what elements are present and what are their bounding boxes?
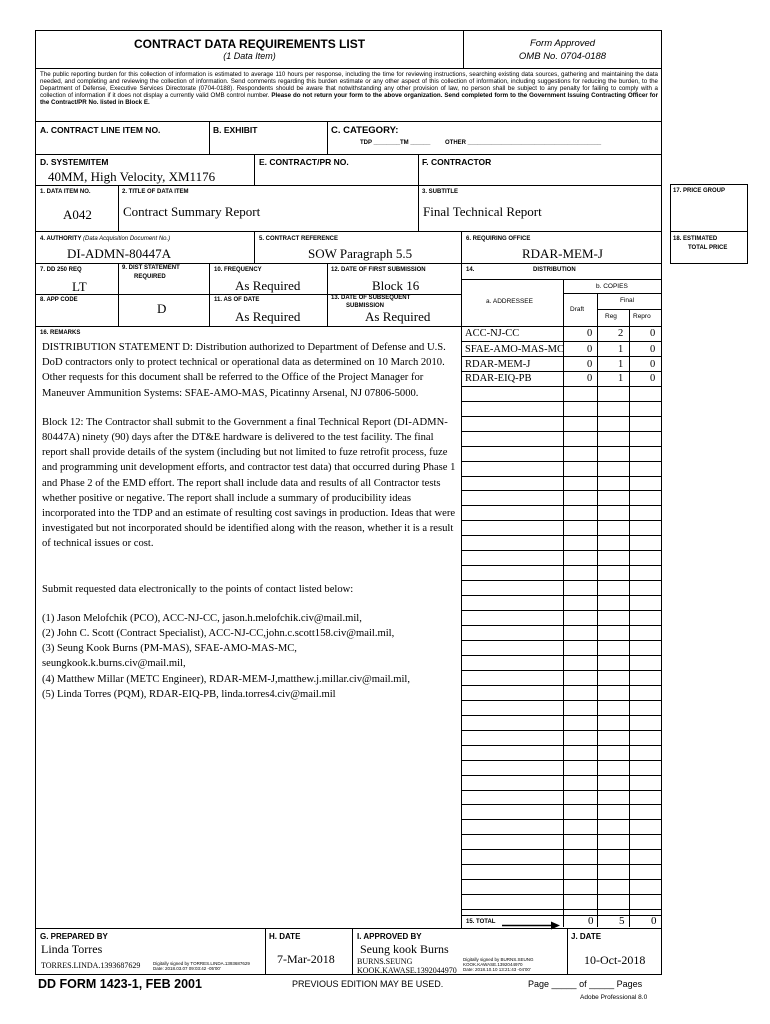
- distribution-row: [461, 343, 662, 358]
- distribution-grid-line: [461, 685, 662, 686]
- distribution-grid-line: [461, 610, 662, 611]
- prepared-date-value: 7-Mar-2018: [277, 952, 335, 966]
- repro-copies: 0: [650, 373, 656, 384]
- distribution-grid-line: [461, 625, 662, 626]
- block-11-label: 11. AS OF DATE: [214, 297, 260, 303]
- distribution-grid-line: [461, 431, 662, 432]
- draft-copies: 0: [587, 344, 593, 355]
- distribution-grid-line: [461, 849, 662, 850]
- subsequent-submission-value: As Required: [365, 309, 431, 324]
- contact-3: (3) Seung Kook Burns (PM-MAS), SFAE-AMO-MAS-MC,: [42, 643, 297, 655]
- draft-copies: 0: [587, 373, 593, 384]
- prepared-by-signature: TORRES.LINDA.1393687629: [41, 961, 141, 970]
- distribution-grid-line: [461, 834, 662, 835]
- block-18-label-2: TOTAL PRICE: [688, 245, 728, 251]
- block-14-label: 14.: [466, 267, 475, 273]
- addressee: RDAR-MEM-J: [465, 359, 531, 370]
- distribution-grid-line: [461, 446, 662, 447]
- reg-copies: 1: [618, 373, 624, 384]
- block-9-label: 9. DIST STATEMENT: [122, 265, 180, 271]
- arrow-right-icon: [502, 917, 560, 935]
- repro-copies: 0: [650, 344, 656, 355]
- remarks-body: [42, 340, 458, 702]
- form-id: DD FORM 1423-1, FEB 2001: [38, 977, 202, 991]
- block-8-label: 8. APP CODE: [40, 297, 78, 303]
- burden-statement: The public reporting burden for this collection of information is estimated to average 110 hours per response, including the time for reviewing instructions, searching existing data sources, gathering and maintaining the data needed, and completing and reviewing the collection of information. Send comments regarding this burden estimate or any other aspect of this collection of information, including suggestions for reducing the burden, to the Department of Defense, Executive Services Directorate (0704-0188). Respondents should be aware that notwithstanding any other provision of law, no person shall be subject to any penalty for failing to comply with a collection of information if it does not display a currently valid OMB control number. Please do not return your form to the above organization. Send completed form to the Government Issuing Contracting Officer for the Contract/PR No. listed in Block E.: [40, 71, 658, 107]
- block-1-label: 1. DATA ITEM NO.: [40, 189, 91, 195]
- dist-statement-value: D: [157, 301, 167, 316]
- total-draft: 0: [588, 915, 594, 927]
- distribution-grid-line: [461, 401, 662, 402]
- contact-4: (4) Matthew Millar (METC Engineer), RDAR-MEM-J,matthew.j.millar.civ@mail.mil,: [42, 673, 411, 685]
- repro-copies: 0: [650, 328, 656, 339]
- distribution-grid-line: [461, 416, 662, 417]
- repro-label: Repro: [633, 313, 651, 320]
- distribution-row: [461, 327, 662, 342]
- data-item-no-value: A042: [63, 207, 92, 222]
- distribution-grid-line: [461, 461, 662, 462]
- distribution-grid-line: [461, 550, 662, 551]
- dd250-value: LT: [72, 279, 87, 294]
- form-subtitle: (1 Data Item): [223, 51, 276, 61]
- category-tm: TM ______: [400, 140, 431, 146]
- block-16-label: 16. REMARKS: [40, 330, 81, 336]
- distribution-grid-line: [461, 804, 662, 805]
- final-label: Final: [620, 297, 635, 304]
- distribution-grid-line: [461, 565, 662, 566]
- distribution-grid-line: [461, 775, 662, 776]
- software-note: Adobe Professional 8.0: [580, 994, 648, 1001]
- addressee: SFAE-AMO-MAS-MC: [465, 344, 564, 355]
- form-title: CONTRACT DATA REQUIREMENTS LIST: [133, 37, 366, 51]
- distribution-grid-line: [461, 819, 662, 820]
- contact-2: (2) John C. Scott (Contract Specialist), ACC-NJ-CC,john.c.scott158.civ@mail.mil,: [42, 628, 395, 640]
- distribution-grid-line: [461, 909, 662, 910]
- block-d-label: D. SYSTEM/ITEM: [40, 157, 109, 167]
- block-7-label: 7. DD 250 REQ: [40, 267, 82, 273]
- distribution-grid-line: [461, 580, 662, 581]
- approved-by-name: Seung kook Burns: [360, 942, 449, 956]
- approved-by-signature: BURNS.SEUNG KOOK.KAWASE.1392044970: [357, 957, 457, 975]
- distribution-grid-line: [461, 655, 662, 656]
- addressee-label: a. ADDRESSEE: [486, 298, 533, 305]
- approved-digital-signature: Digitally signed by BURNS.SEUNG KOOK.KAWASE.1392044970 Date: 2018.10.10 13:21:43 -04'00': [463, 957, 534, 972]
- first-submission-value: Block 16: [372, 278, 420, 293]
- addressee: RDAR-EIQ-PB: [465, 373, 532, 384]
- requiring-office-value: RDAR-MEM-J: [522, 246, 603, 261]
- reg-copies: 1: [618, 344, 624, 355]
- omb-number: OMB No. 0704-0188: [518, 51, 607, 62]
- distribution-grid-line: [461, 490, 662, 491]
- draft-label: Draft: [570, 306, 585, 313]
- addressee: ACC-NJ-CC: [465, 328, 520, 339]
- system-item-value: 40MM, High Velocity, XM1176: [48, 169, 216, 184]
- repro-copies: 0: [650, 359, 656, 370]
- prepared-digital-signature: Digitally signed by TORRES.LINDA.1393687629 Date: 2018.03.07 09:03:42 -05'00': [153, 961, 250, 971]
- block-4-label: 4. AUTHORITY (Data Acquisition Document No.): [40, 236, 171, 242]
- subtitle-value: Final Technical Report: [423, 204, 542, 219]
- distribution-grid-line: [461, 535, 662, 536]
- authority-value: DI-ADMN-80447A: [67, 246, 171, 261]
- reg-copies: 1: [618, 359, 624, 370]
- as-of-date-value: As Required: [235, 309, 301, 324]
- category-tdp: TDP ________: [360, 140, 401, 146]
- distribution-grid-line: [461, 760, 662, 761]
- block-i-label: I. APPROVED BY: [357, 932, 422, 941]
- total-reg: 5: [619, 915, 625, 927]
- frequency-value: As Required: [235, 278, 301, 293]
- form-approved: Form Approved: [529, 38, 596, 49]
- distribution-grid-line: [461, 894, 662, 895]
- distribution-grid-line: [461, 476, 662, 477]
- distribution-grid-line: [461, 745, 662, 746]
- distribution-grid-line: [461, 730, 662, 731]
- distribution-grid-line: [461, 715, 662, 716]
- contact-1: (1) Jason Melofchik (PCO), ACC-NJ-CC, jason.h.melofchik.civ@mail.mil,: [42, 612, 362, 624]
- distribution-grid-line: [461, 790, 662, 791]
- previous-edition-note: PREVIOUS EDITION MAY BE USED.: [292, 979, 444, 989]
- prepared-by-name: Linda Torres: [41, 942, 103, 956]
- distribution-grid-line: [461, 595, 662, 596]
- block-f-label: F. CONTRACTOR: [422, 157, 492, 167]
- block-6-label: 6. REQUIRING OFFICE: [466, 236, 531, 242]
- draft-copies: 0: [587, 328, 593, 339]
- block-g-label: G. PREPARED BY: [40, 932, 108, 941]
- distribution-title: DISTRIBUTION: [533, 267, 576, 273]
- reg-copies: 2: [618, 328, 624, 339]
- approved-date-value: 10-Oct-2018: [584, 953, 646, 967]
- block-e-label: E. CONTRACT/PR NO.: [259, 157, 349, 167]
- block-17-label: 17. PRICE GROUP: [673, 188, 726, 194]
- distribution-grid-line: [461, 864, 662, 865]
- block-15-label: 15. TOTAL: [466, 919, 496, 925]
- page-numbering: Page _____ of _____ Pages: [528, 979, 643, 989]
- data-item-title-value: Contract Summary Report: [123, 204, 261, 219]
- block-10-label: 10. FREQUENCY: [214, 267, 262, 273]
- total-repro: 0: [651, 915, 657, 927]
- contact-5: (5) Linda Torres (PQM), RDAR-EIQ-PB, linda.torres4.civ@mail.mil: [42, 688, 336, 700]
- block-3-label: 3. SUBTITLE: [422, 189, 459, 195]
- remark-submit: Submit requested data electronically to the points of contact listed below:: [42, 583, 354, 595]
- category-other: OTHER ________________________________________: [445, 140, 602, 146]
- distribution-grid-line: [461, 700, 662, 701]
- distribution-grid-line: [461, 640, 662, 641]
- block-13-label-2: SUBMISSION: [346, 303, 385, 309]
- distribution-row: [461, 372, 662, 387]
- distribution-row: [461, 358, 662, 373]
- distribution-grid-line: [461, 520, 662, 521]
- distribution-grid-line: [461, 879, 662, 880]
- block-5-label: 5. CONTRACT REFERENCE: [259, 236, 339, 242]
- block-12-label: 12. DATE OF FIRST SUBMISSION: [331, 267, 426, 273]
- reg-label: Reg: [605, 313, 617, 320]
- draft-copies: 0: [587, 359, 593, 370]
- block-13-label: 13. DATE OF SUBSEQUENT: [331, 295, 411, 301]
- block-c-label: C. CATEGORY:: [331, 125, 399, 136]
- remark-block-12: Block 12: The Contractor shall submit to the Government a final Technical Report (DI-ADMN-80447A) ninety (90) days after the DT&E hardware is delivered to the test facility. The final report shall provide details of the system (including but not limited to fuze retrofit process, fuze and programming unit development efforts, and contractor test data) that occurred during Phase 1 and Phase 2 of the EMD effort. The report shall include data and results of all Contractor tests whether positive or negative. The report shall include a summary of producibility ideas incorporated into the TDP and an estimate of resulting cost savings in production. Ideas that were investigated but not incorporated should be identified along with the reason, whether it is a result of technical issues or cost.: [42, 416, 456, 550]
- block-j-label: J. DATE: [571, 932, 602, 941]
- block-b-label: B. EXHIBIT: [213, 125, 258, 135]
- contact-3b: seungkook.k.burns.civ@mail.mil,: [42, 658, 186, 670]
- block-18-label: 18. ESTIMATED: [673, 236, 718, 242]
- copies-label: b. COPIES: [596, 283, 628, 290]
- block-9-label-2: REQUIRED: [134, 274, 166, 280]
- distribution-grid-line: [461, 505, 662, 506]
- distribution-grid-line: [461, 670, 662, 671]
- block-2-label: 2. TITLE OF DATA ITEM: [122, 189, 189, 195]
- remark-distribution: DISTRIBUTION STATEMENT D: Distribution authorized to Department of Defense and U.S. DoD contractors only to protect technical or operational data as determined on 10 March 2010. Other requests for this document shall be referred to the Office of the Project Manager for Maneuver Ammunition Systems: SFAE-AMO-MAS, Picatinny Arsenal, NJ 07806-5000.: [42, 342, 446, 399]
- block-a-label: A. CONTRACT LINE ITEM NO.: [40, 125, 161, 135]
- block-h-label: H. DATE: [269, 932, 301, 941]
- contract-reference-value: SOW Paragraph 5.5: [308, 246, 413, 261]
